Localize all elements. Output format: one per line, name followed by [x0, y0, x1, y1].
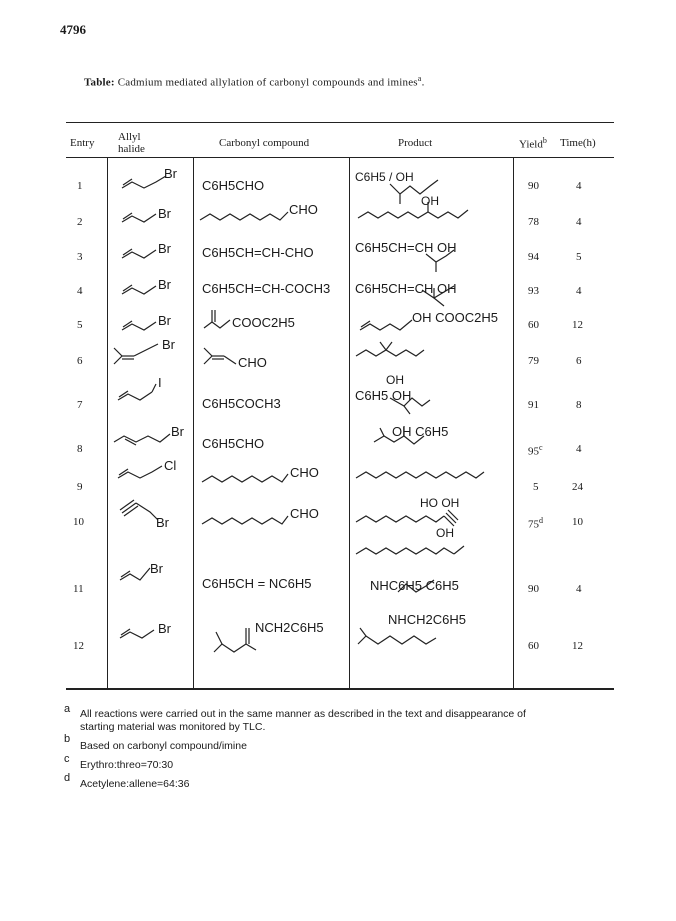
header-yield	[519, 135, 547, 151]
product-label: OH	[436, 526, 454, 540]
yield-value: 91	[528, 399, 539, 411]
page-number: 4796	[60, 22, 86, 37]
time-value: 4	[576, 216, 582, 228]
header-yield-label: Yield	[519, 138, 543, 151]
footnote-mark: d	[64, 772, 71, 784]
carbonyl-formula: C6H5CH=CH-COCH3	[202, 281, 331, 296]
header-allyl: Allyl	[118, 131, 141, 143]
halide-label: Br	[158, 206, 171, 221]
table-header-rule	[66, 157, 614, 158]
time-value: 6	[576, 355, 582, 367]
col-divider-4	[513, 158, 514, 688]
header-product: Product	[398, 137, 433, 149]
product-formula: C6H5CH=CH OH	[355, 240, 457, 255]
product-formula: NHCH2C6H5	[388, 612, 467, 627]
footnote-text: Erythro:threo=70:30	[80, 759, 174, 771]
header-entry: Entry	[70, 137, 95, 149]
halide-label: Br	[150, 561, 163, 576]
time-value: 4	[576, 443, 582, 455]
entry-number: 2	[77, 216, 83, 228]
entry-number: 6	[77, 355, 83, 367]
yield-value	[528, 443, 543, 458]
time-value: 4	[576, 180, 582, 192]
halide-label: Cl	[164, 458, 177, 473]
product-label: OH	[421, 194, 439, 208]
product-structure	[350, 160, 513, 680]
caption-mark: a	[417, 74, 422, 83]
allyl-halide-structure	[108, 160, 192, 680]
time-value: 24	[572, 481, 583, 493]
header-allyl-halide	[118, 131, 145, 155]
product-formula: C6H5CH=CH OH	[355, 281, 457, 296]
product-formula: C6H5 OH	[355, 388, 412, 403]
footnote-text: Based on carbonyl compound/imine	[80, 740, 247, 752]
product-label: OH COOC2H5	[412, 310, 498, 325]
footnote-mark: b	[64, 733, 71, 745]
carbonyl-formula: C6H5CH = NC6H5	[202, 576, 312, 591]
carbonyl-label: CHO	[290, 506, 319, 521]
yield-value	[528, 516, 543, 531]
time-value: 10	[572, 516, 583, 528]
time-value: 4	[576, 285, 582, 297]
product-formula: NHC6H5 C6H5	[370, 578, 459, 593]
yield-value: 79	[528, 355, 539, 367]
header-yield-mark: b	[542, 136, 547, 145]
table-top-rule	[66, 122, 614, 123]
yield-value: 5	[533, 481, 539, 493]
header-time: Time(h)	[560, 137, 596, 149]
yield-value: 78	[528, 216, 539, 228]
time-value: 4	[576, 583, 582, 595]
yield-number: 75	[528, 518, 539, 531]
entry-number: 3	[77, 251, 83, 263]
entry-number: 5	[77, 319, 83, 331]
time-value: 12	[572, 640, 583, 652]
yield-number: 95	[528, 445, 539, 458]
footnote-text: All reactions were carried out in the same manner as described in the text and disappearance of starting material was monitored by TLC.	[80, 708, 526, 733]
carbonyl-label: CHO	[289, 202, 318, 217]
entry-number: 7	[77, 399, 83, 411]
product-label: OH	[386, 373, 404, 387]
header-carbonyl: Carbonyl compound	[219, 137, 310, 149]
carbonyl-label: COOC2H5	[232, 315, 295, 330]
time-value: 12	[572, 319, 583, 331]
entry-number: 4	[77, 285, 83, 297]
entry-number: 10	[73, 516, 84, 528]
product-label: HO OH	[420, 496, 460, 510]
halide-label: Br	[164, 166, 177, 181]
halide-label: Br	[158, 313, 171, 328]
carbonyl-label: CHO	[290, 465, 319, 480]
product-formula: C6H5 / OH	[355, 170, 414, 184]
carbonyl-label: NCH2C6H5	[255, 620, 324, 635]
product-label: OH C6H5	[392, 424, 449, 439]
yield-value: 60	[528, 319, 539, 331]
entry-number: 1	[77, 180, 83, 192]
yield-value: 90	[528, 583, 539, 595]
header-halide: halide	[118, 143, 145, 155]
carbonyl-formula: C6H5CHO	[202, 436, 265, 451]
halide-label: Br	[158, 241, 171, 256]
halide-label: I	[158, 375, 162, 390]
table-caption: Table: Cadmium mediated allylation of carbonyl compounds and imines$^a$.	[84, 74, 425, 89]
yield-value: 93	[528, 285, 539, 297]
halide-label: Br	[156, 515, 169, 530]
yield-value: 94	[528, 251, 539, 263]
yield-mark: d	[539, 516, 543, 525]
halide-label: Br	[158, 277, 171, 292]
entry-number: 11	[73, 583, 84, 595]
carbonyl-label: CHO	[238, 355, 267, 370]
footnote-mark: a	[64, 703, 71, 715]
yield-mark: c	[539, 443, 543, 452]
carbonyl-formula: C6H5CHO	[202, 178, 265, 193]
halide-label: Br	[158, 621, 171, 636]
footnote-text: Acetylene:allene=64:36	[80, 778, 190, 790]
time-value: 8	[576, 399, 582, 411]
caption-text: Cadmium mediated allylation of carbonyl compounds and imines	[117, 76, 418, 89]
carbonyl-formula: C6H5CH=CH-CHO	[202, 245, 314, 260]
entry-number: 12	[73, 640, 84, 652]
footnote-mark: c	[64, 753, 70, 765]
halide-label: Br	[162, 337, 175, 352]
carbonyl-structure	[194, 160, 349, 680]
yield-value: 60	[528, 640, 539, 652]
yield-value: 90	[528, 180, 539, 192]
entry-number: 9	[77, 481, 83, 493]
carbonyl-formula: C6H5COCH3	[202, 396, 281, 411]
halide-label: Br	[171, 424, 184, 439]
time-value: 5	[576, 251, 582, 263]
entry-number: 8	[77, 443, 83, 455]
caption-label: Table:	[84, 76, 115, 89]
table-bottom-rule	[66, 688, 614, 690]
